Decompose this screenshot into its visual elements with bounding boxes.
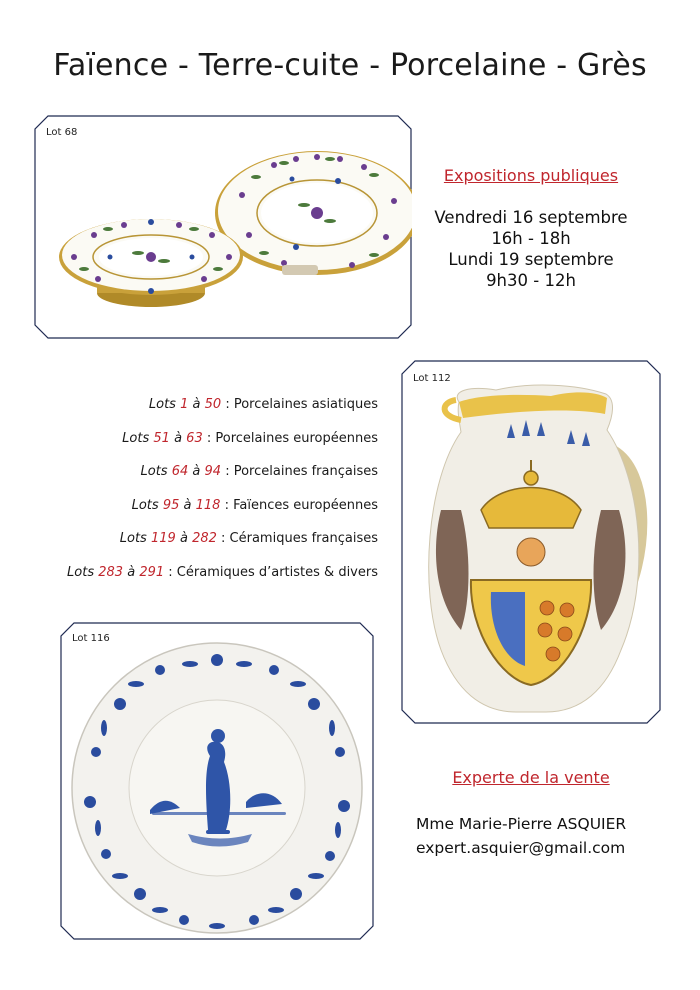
lot-68-label: Lot 68 — [46, 127, 78, 138]
lots-row: Lots 283 à 291 : Céramiques d’artistes & divers — [67, 564, 378, 580]
lot-116-frame — [60, 622, 374, 940]
lots-row: Lots 51 à 63 : Porcelaines européennes — [122, 430, 378, 446]
lot-112-frame — [401, 360, 661, 724]
lot-116-image — [60, 622, 374, 940]
lots-row: Lots 119 à 282 : Céramiques françaises — [119, 531, 378, 546]
exhibition-line: 16h - 18h — [491, 229, 571, 248]
expert-heading: Experte de la vente — [452, 768, 610, 787]
exhibition-line: Lundi 19 septembre — [448, 250, 614, 269]
exhibition-line: 9h30 - 12h — [486, 271, 576, 290]
lots-list — [67, 396, 378, 597]
lots-row: Lots 64 à 94 : Porcelaines françaises — [140, 464, 378, 479]
lots-row: Lots 95 à 118 : Faïences européennes — [131, 497, 378, 513]
lot-116-label: Lot 116 — [72, 633, 110, 644]
lot-68-frame — [34, 115, 412, 339]
lot-68-image — [34, 115, 412, 339]
expert-email[interactable]: expert.asquier@gmail.com — [416, 839, 626, 857]
page-title: Faïence - Terre-cuite - Porcelaine - Grès — [53, 48, 647, 83]
lots-row: Lots 1 à 50 : Porcelaines asiatiques — [148, 397, 378, 412]
lot-112-label: Lot 112 — [413, 373, 451, 384]
exhibition-line: Vendredi 16 septembre — [434, 208, 628, 227]
expert-info — [416, 812, 626, 860]
expert-name: Mme Marie-Pierre ASQUIER — [416, 815, 627, 833]
exhibitions-schedule — [420, 207, 642, 291]
lot-112-image — [401, 360, 661, 724]
exhibitions-heading: Expositions publiques — [443, 166, 619, 185]
